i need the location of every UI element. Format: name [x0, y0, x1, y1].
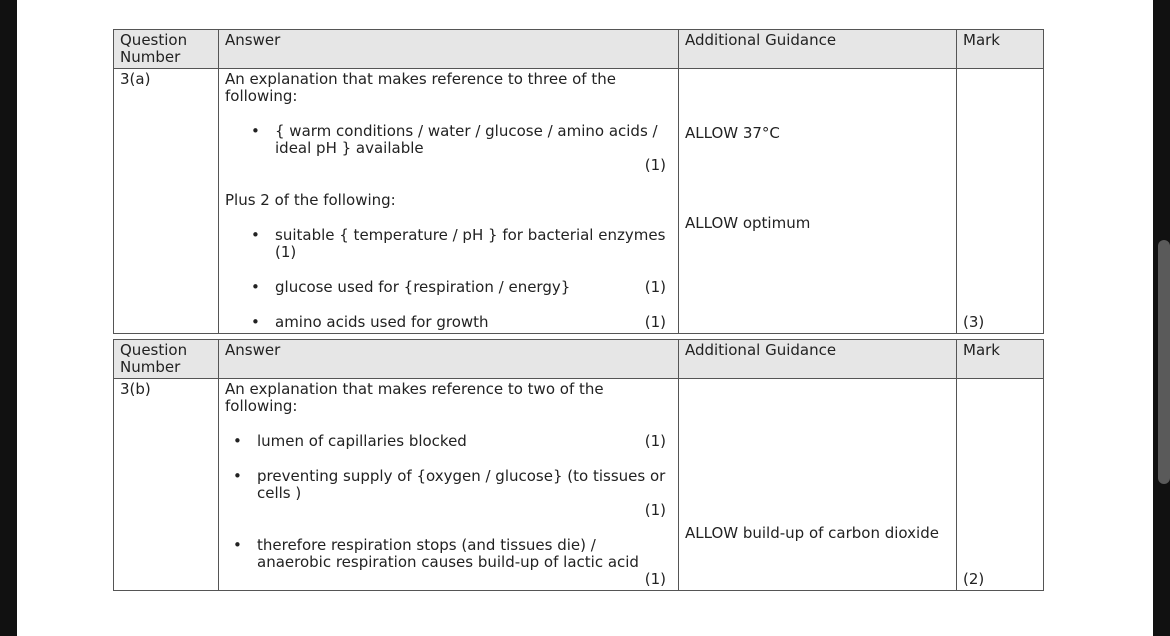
- scrollbar-thumb[interactable]: [1158, 240, 1170, 484]
- point-mark: (1): [644, 278, 666, 296]
- point-mark: (1): [644, 156, 666, 174]
- header-answer: Answer: [219, 30, 679, 69]
- answer-point: [225, 468, 672, 519]
- question-number: 3(b): [114, 379, 219, 591]
- point-text: amino acids used for growth: [275, 313, 489, 331]
- bullet: •: [233, 536, 242, 554]
- bullet: •: [251, 313, 260, 331]
- answer-intro: An explanation that makes reference to two of the following:: [225, 380, 604, 415]
- point-mark: (1): [644, 313, 666, 331]
- point-text: { warm conditions / water / glucose / amino acids / ideal pH } available: [275, 122, 658, 157]
- point-text: therefore respiration stops (and tissues die) / anaerobic respiration causes build-up of lactic acid: [257, 536, 639, 571]
- answer-point: [225, 279, 672, 296]
- point-text: lumen of capillaries blocked: [257, 432, 467, 450]
- mark-total: (2): [957, 379, 1044, 591]
- answer-intro: An explanation that makes reference to three of the following:: [225, 70, 616, 105]
- answer-point: [225, 537, 672, 588]
- answer-point: [225, 227, 672, 261]
- point-text: preventing supply of {oxygen / glucose} (to tissues or cells ): [257, 467, 666, 502]
- answer-cell: [219, 379, 679, 591]
- point-text: glucose used for {respiration / energy}: [275, 278, 571, 296]
- guidance-text: ALLOW build-up of carbon dioxide: [685, 524, 939, 542]
- answer-point: [225, 123, 672, 174]
- point-mark: (1): [644, 570, 666, 588]
- answer-point: [225, 314, 672, 331]
- point-mark: (1): [644, 432, 666, 450]
- bullet: •: [233, 467, 242, 485]
- answer-point: [225, 433, 672, 450]
- header-question-number: Question Number: [114, 340, 219, 379]
- header-mark: Mark: [957, 340, 1044, 379]
- question-number: 3(a): [114, 69, 219, 334]
- guidance-cell: [679, 379, 957, 591]
- header-guidance: Additional Guidance: [679, 30, 957, 69]
- guidance-cell: [679, 69, 957, 334]
- document-page: [17, 0, 1153, 636]
- header-guidance: Additional Guidance: [679, 340, 957, 379]
- header-question-number: Question Number: [114, 30, 219, 69]
- bullet: •: [233, 432, 242, 450]
- bullet: •: [251, 122, 260, 140]
- header-answer: Answer: [219, 340, 679, 379]
- bullet: •: [251, 226, 260, 244]
- answer-cell: [219, 69, 679, 334]
- point-mark: (1): [275, 243, 297, 261]
- markscheme-table-3b: [113, 339, 1044, 591]
- markscheme-table-3a: [113, 29, 1044, 334]
- mark-total: (3): [957, 69, 1044, 334]
- point-mark: (1): [644, 501, 666, 519]
- plus-instruction: Plus 2 of the following:: [225, 191, 396, 209]
- guidance-text: ALLOW 37°C: [685, 124, 780, 142]
- guidance-text: ALLOW optimum: [685, 214, 811, 232]
- bullet: •: [251, 278, 260, 296]
- point-text: suitable { temperature / pH } for bacterial enzymes: [275, 226, 666, 244]
- header-mark: Mark: [957, 30, 1044, 69]
